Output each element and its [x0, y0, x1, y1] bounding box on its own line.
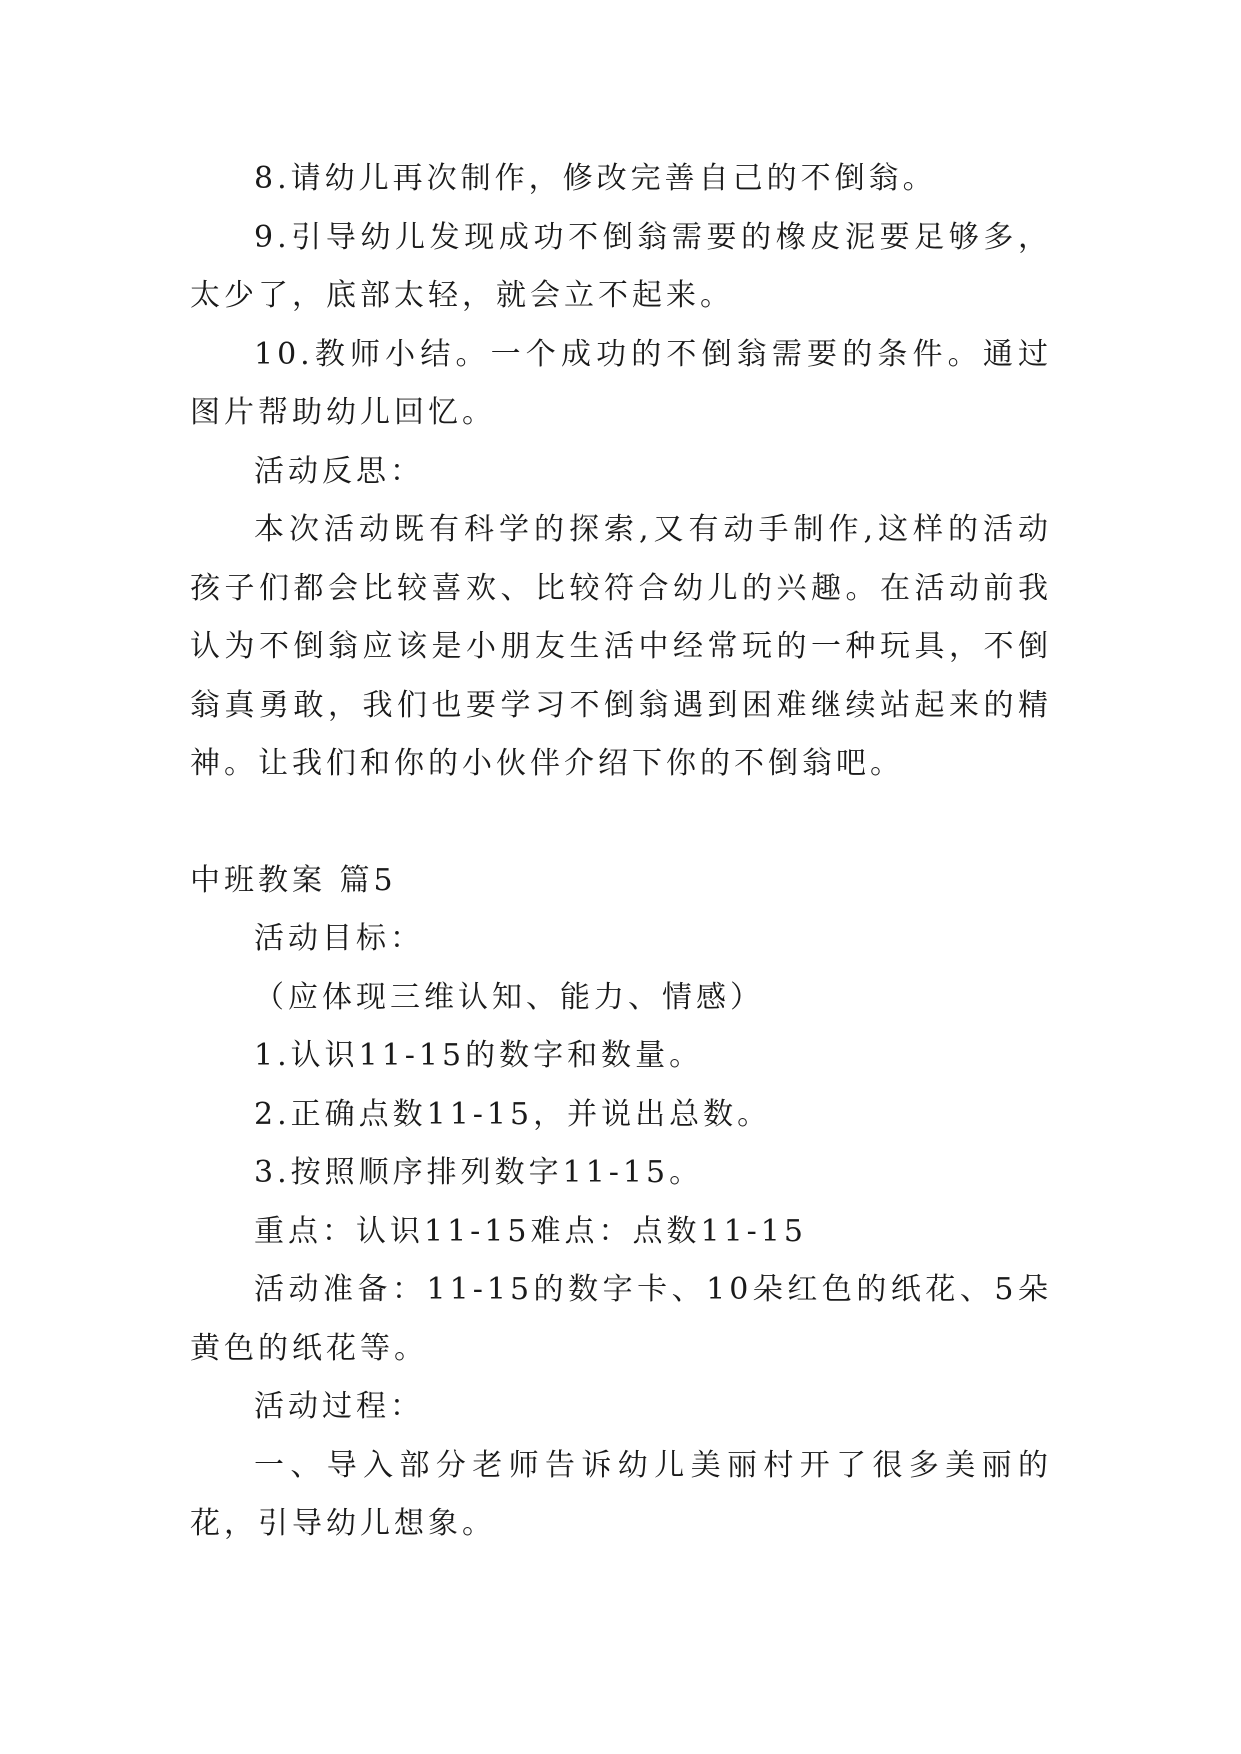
paragraph-step-8: 8.请幼儿再次制作，修改完善自己的不倒翁。 [254, 161, 937, 196]
reflection-label: 活动反思： [254, 453, 424, 489]
document-body [190, 150, 1052, 1554]
process-label: 活动过程： [254, 1389, 424, 1424]
key-points: 重点：认识11-15难点：点数11-15 [254, 1213, 807, 1249]
paragraph-step-9: 9.引导幼儿发现成功不倒翁需要的橡皮泥要足够多，太少了，底部太轻，就会立不起来。 [190, 219, 1052, 313]
goals-label: 活动目标： [254, 921, 424, 956]
goal-2: 2.正确点数11-15，并说出总数。 [254, 1096, 772, 1132]
paragraph-step-10: 10.教师小结。一个成功的不倒翁需要的条件。通过图片帮助幼儿回忆。 [190, 336, 1052, 430]
section-spacer [190, 794, 1052, 852]
process-step-1: 一、导入部分老师告诉幼儿美丽村开了很多美丽的花，引导幼儿想象。 [190, 1447, 1052, 1541]
preparation: 活动准备：11-15的数字卡、10朵红色的纸花、5朵黄色的纸花等。 [190, 1272, 1052, 1366]
reflection-text: 本次活动既有科学的探索,又有动手制作,这样的活动孩子们都会比较喜欢、比较符合幼儿的兴趣。在活动前我认为不倒翁应该是小朋友生活中经常玩的一种玩具，不倒翁真勇敢，我们也要学习不倒翁遇到困难继续站起来的精神。让我们和你的小伙伴介绍下你的不倒翁吧。 [190, 512, 1052, 781]
goal-1: 1.认识11-15的数字和数量。 [254, 1038, 704, 1073]
section-title: 中班教案 篇5 [190, 862, 397, 898]
goals-note: （应体现三维认知、能力、情感） [254, 979, 764, 1015]
goal-3: 3.按照顺序排列数字11-15。 [254, 1155, 704, 1190]
